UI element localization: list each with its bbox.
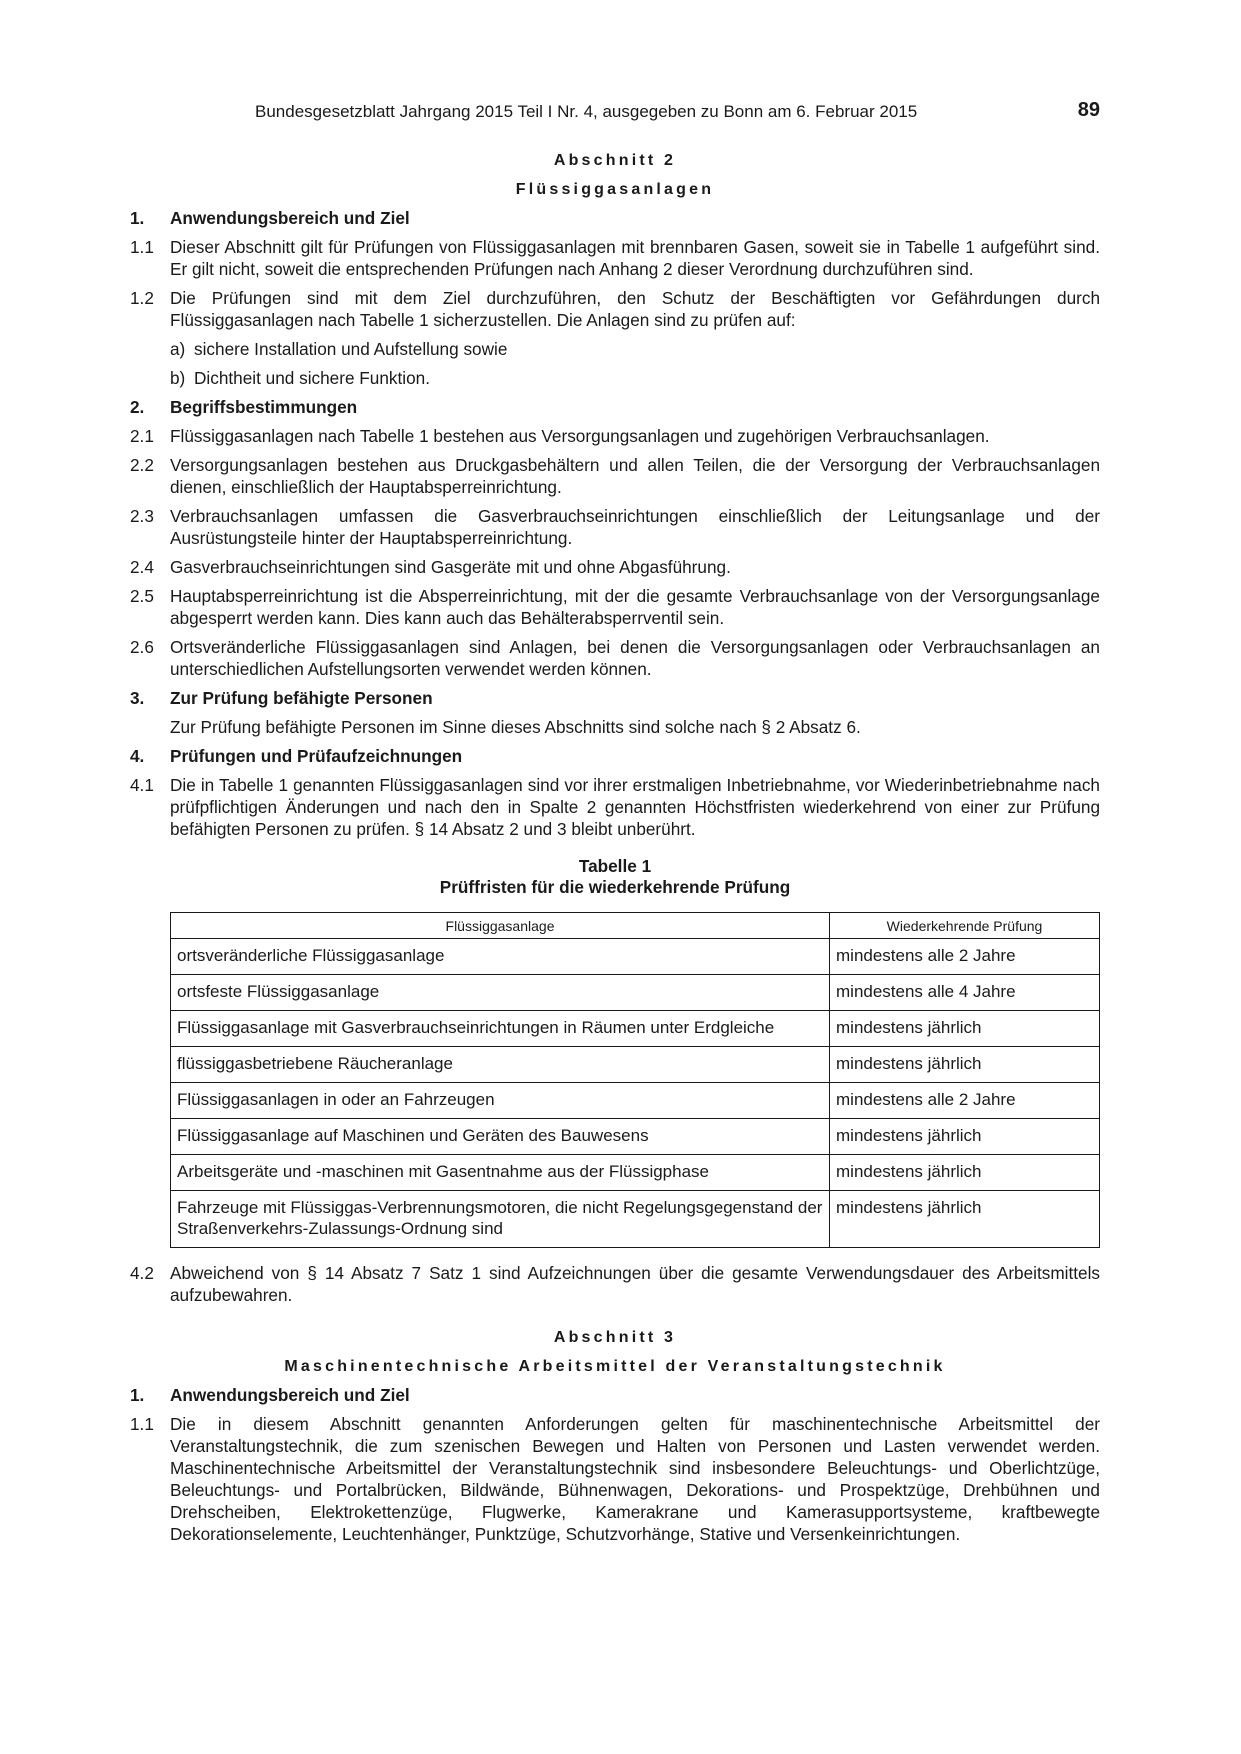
section-2-title: Flüssiggasanlagen [515,181,715,198]
section-2-item-4-2 [130,1262,1100,1306]
table-row [171,1191,1100,1248]
table-cell: mindestens alle 2 Jahre [830,939,1100,975]
column-header-interval: Wiederkehrende Prüfung [830,913,1100,939]
item-text: Begriffsbestimmungen [170,397,358,417]
item-number: 4.2 [130,1263,154,1283]
item-number: 2.3 [130,506,154,526]
item-text: Versorgungsanlagen bestehen aus Druckgasbehältern und allen Teilen, die der Versorgung der Verbrauchsanlagen dienen, einschließlich der Hauptabsperreinrichtung. [170,455,1100,497]
item-number: 4. [130,746,145,766]
table-cell: mindestens jährlich [830,1047,1100,1083]
item-number: 1. [130,208,145,228]
table-cell: mindestens alle 2 Jahre [830,1083,1100,1119]
table-cell: mindestens jährlich [830,1191,1100,1248]
table-row [171,1155,1100,1191]
table-cell: Fahrzeuge mit Flüssiggas-Verbrennungsmotoren, die nicht Regelungsgegenstand der Straßenverkehrs-Zulassungs-Ordnung sind [171,1191,830,1248]
section-2-subitem-a [130,338,1100,360]
page-number: 89 [1077,99,1100,121]
table-row [171,1083,1100,1119]
header-title: Bundesgesetzblatt Jahrgang 2015 Teil I Nr. 4, ausgegeben zu Bonn am 6. Februar 2015 [255,102,918,121]
section-2-item-4-1 [130,774,1100,840]
section-2-item-3-text: Zur Prüfung befähigte Personen im Sinne dieses Abschnitts sind solche nach § 2 Absatz 6. [170,717,861,737]
item-text: Hauptabsperreinrichtung ist die Absperreinrichtung, mit der die gesamte Verbrauchsanlage von der Versorgungsanlage abgesperrt werden kann. Dies kann auch das Behälterabsperrventil sein. [170,586,1100,628]
item-text: Die in diesem Abschnitt genannten Anforderungen gelten für maschinentechnische Arbeitsmittel der Veranstaltungstechnik, die zum szenischen Bewegen und Halten von Personen und Lasten verwendet werden. Maschinentechnische Arbeitsmittel der Veranstaltungstechnik sind insbesondere Beleuchtungs- und Oberlichtzüge, Beleuchtungs- und Portalbrücken, Bildwände, Bühnenwagen, Dekorations- und Prospektzüge, Drehbühnen und Drehscheiben, Elektrokettenzüge, Flugwerke, Kamerakrane und Kamerasupportsysteme, kraftbewegte Dekorationselemente, Leuchtenhänger, Punktzüge, Schutzvorhänge, Stative und Versenkeinrichtungen. [170,1414,1100,1544]
section-3-item-1-1 [130,1413,1100,1545]
table-cell: mindestens jährlich [830,1155,1100,1191]
section-2-item-2-4 [130,556,1100,578]
item-text: Anwendungsbereich und Ziel [170,1385,410,1405]
item-text: Zur Prüfung befähigte Personen [170,688,433,708]
table-row [171,975,1100,1011]
item-text: Flüssiggasanlagen nach Tabelle 1 bestehen aus Versorgungsanlagen und zugehörigen Verbrauchsanlagen. [170,426,990,446]
item-text: Prüfungen und Prüfaufzeichnungen [170,746,463,766]
table-row [171,1119,1100,1155]
item-number: 2.4 [130,557,154,577]
table-cell: ortsveränderliche Flüssiggasanlage [171,939,830,975]
section-2-item-4 [130,745,1100,767]
section-2-item-1-2 [130,287,1100,331]
item-text: Abweichend von § 14 Absatz 7 Satz 1 sind Aufzeichnungen über die gesamte Verwendungsdauer des Arbeitsmittels aufzubewahren. [170,1263,1100,1305]
section-3-title: Maschinentechnische Arbeitsmittel der Veranstaltungstechnik [284,1358,946,1375]
table-row [171,939,1100,975]
item-number: 1.1 [130,1414,154,1434]
item-text: Ortsveränderliche Flüssiggasanlagen sind Anlagen, bei denen die Versorgungsanlagen oder Verbrauchsanlagen an unterschiedlichen Aufstellungsorten verwendet werden können. [170,637,1100,679]
item-letter: b) [170,368,186,388]
item-text: Anwendungsbereich und Ziel [170,208,410,228]
table-row [171,1011,1100,1047]
item-text: sichere Installation und Aufstellung sowie [194,339,508,359]
item-text: Verbrauchsanlagen umfassen die Gasverbrauchseinrichtungen einschließlich der Leitungsanlage und der Ausrüstungsteile hinter der Hauptabsperreinrichtung. [170,506,1100,548]
item-text: Die Prüfungen sind mit dem Ziel durchzuführen, den Schutz der Beschäftigten vor Gefährdungen durch Flüssiggasanlagen nach Tabelle 1 sicherzustellen. Die Anlagen sind zu prüfen auf: [170,288,1100,330]
item-number: 2.5 [130,586,154,606]
table-row [171,1047,1100,1083]
section-2-item-2-2 [130,454,1100,498]
item-number: 2.1 [130,426,154,446]
item-text: Dichtheit und sichere Funktion. [194,368,430,388]
table-cell: Flüssiggasanlagen in oder an Fahrzeugen [171,1083,830,1119]
item-number: 2.6 [130,637,154,657]
table-cell: Arbeitsgeräte und -maschinen mit Gasentnahme aus der Flüssigphase [171,1155,830,1191]
section-2-subitem-b [130,367,1100,389]
section-2-item-2-6 [130,636,1100,680]
item-number: 1.1 [130,237,154,257]
page-content [130,150,1100,1552]
table-caption [130,856,1100,898]
item-text: Gasverbrauchseinrichtungen sind Gasgeräte mit und ohne Abgasführung. [170,557,731,577]
table-cell: mindestens alle 4 Jahre [830,975,1100,1011]
item-number: 1.2 [130,288,154,308]
table-cell: ortsfeste Flüssiggasanlage [171,975,830,1011]
table-cell: mindestens jährlich [830,1011,1100,1047]
section-2-item-2 [130,396,1100,418]
table-caption-number: Tabelle 1 [578,856,652,876]
section-2-item-1-1 [130,236,1100,280]
section-2-item-1 [130,207,1100,229]
section-2-item-3 [130,687,1100,709]
column-header-installation: Flüssiggasanlage [171,913,830,939]
item-number: 4.1 [130,775,154,795]
section-3-item-1 [130,1384,1100,1406]
item-letter: a) [170,339,186,359]
table-header-row [171,913,1100,939]
item-text: Dieser Abschnitt gilt für Prüfungen von Flüssiggasanlagen mit brennbaren Gasen, soweit sie in Tabelle 1 aufgeführt sind. Er gilt nicht, soweit die entsprechenden Prüfungen nach Anhang 2 dieser Verordnung durchzuführen sind. [170,237,1100,279]
section-2-item-2-1 [130,425,1100,447]
table-cell: Flüssiggasanlage mit Gasverbrauchseinrichtungen in Räumen unter Erdgleiche [171,1011,830,1047]
item-number: 1. [130,1385,145,1405]
table-cell: Flüssiggasanlage auf Maschinen und Geräten des Bauwesens [171,1119,830,1155]
item-number: 3. [130,688,145,708]
inspection-intervals-table [170,912,1100,1248]
table-caption-title: Prüffristen für die wiederkehrende Prüfung [439,877,791,897]
section-2-heading: Abschnitt 2 [553,152,677,169]
item-text: Die in Tabelle 1 genannten Flüssiggasanlagen sind vor ihrer erstmaligen Inbetriebnahme, vor Wiederinbetriebnahme nach prüfpflichtigen Änderungen und nach den in Spalte 2 genannten Höchstfristen wiederkehrend von einer zur Prüfung befähigten Personen zu prüfen. § 14 Absatz 2 und 3 bleibt unberührt. [170,775,1100,839]
section-2-item-2-3 [130,505,1100,549]
section-3-heading: Abschnitt 3 [553,1329,677,1346]
table-cell: flüssiggasbetriebene Räucheranlage [171,1047,830,1083]
item-number: 2. [130,397,145,417]
table-cell: mindestens jährlich [830,1119,1100,1155]
item-number: 2.2 [130,455,154,475]
section-2-item-2-5 [130,585,1100,629]
